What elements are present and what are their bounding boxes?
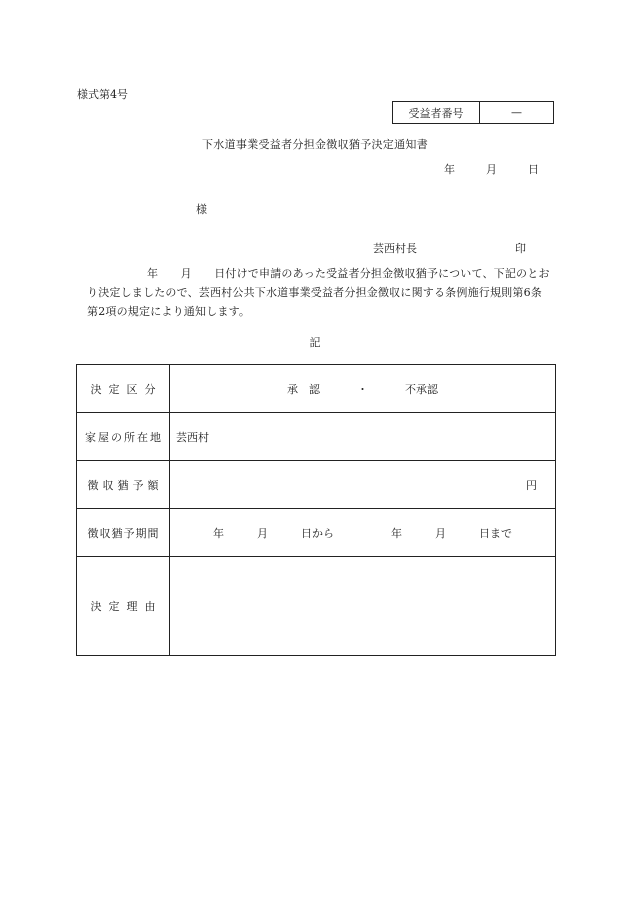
recipient-number-label: 受益者番号	[393, 102, 480, 123]
table-row-decision	[77, 365, 556, 413]
date-month: 月	[486, 163, 497, 176]
detail-table	[76, 364, 556, 656]
table-row-period	[77, 509, 556, 557]
period-label: 徴収猶予期間	[77, 509, 170, 557]
body-text: 年 月 日付けで申請のあった受益者分担金徴収猶予について、下記のとおり決定しましたので、芸西村公共下水道事業受益者分担金徴収に関する条例施行規則第6条第2項の規定により通知します。	[87, 267, 550, 318]
period-to-day: 日まで	[479, 526, 512, 540]
reason-label: 決定理由	[77, 557, 170, 656]
location-label: 家屋の所在地	[77, 413, 170, 461]
period-to-month: 月	[435, 526, 446, 540]
table-row-amount	[77, 461, 556, 509]
seal-mark: 印	[515, 242, 526, 255]
location-value[interactable]: 芸西村	[170, 413, 556, 461]
decision-label: 決定区分	[77, 365, 170, 413]
amount-label: 徴収猶予額	[77, 461, 170, 509]
form-number: 様式第4号	[77, 88, 128, 101]
period-value[interactable]	[170, 509, 556, 557]
decision-separator: ・	[357, 382, 368, 396]
recipient-number-value[interactable]: —	[511, 106, 522, 119]
addressee-suffix: 様	[196, 203, 207, 216]
disapprove-option[interactable]: 不承認	[405, 382, 438, 396]
period-from-year: 年	[213, 526, 224, 540]
date-year: 年	[444, 163, 455, 176]
reason-value[interactable]	[170, 557, 556, 656]
period-from-month: 月	[257, 526, 268, 540]
amount-unit: 円	[526, 478, 537, 492]
period-from-day: 日から	[301, 526, 334, 540]
document-title: 下水道事業受益者分担金徴収猶予決定通知書	[202, 138, 428, 151]
approve-option[interactable]: 承 認	[287, 382, 320, 396]
amount-value[interactable]	[170, 461, 556, 509]
table-row-location	[77, 413, 556, 461]
date-day: 日	[528, 163, 539, 176]
recipient-number-box	[392, 101, 554, 124]
table-row-reason	[77, 557, 556, 656]
issue-date	[444, 161, 539, 177]
sender-name: 芸西村長	[373, 242, 417, 255]
decision-value[interactable]	[170, 365, 556, 413]
period-to-year: 年	[391, 526, 402, 540]
ki-heading: 記	[309, 336, 321, 349]
